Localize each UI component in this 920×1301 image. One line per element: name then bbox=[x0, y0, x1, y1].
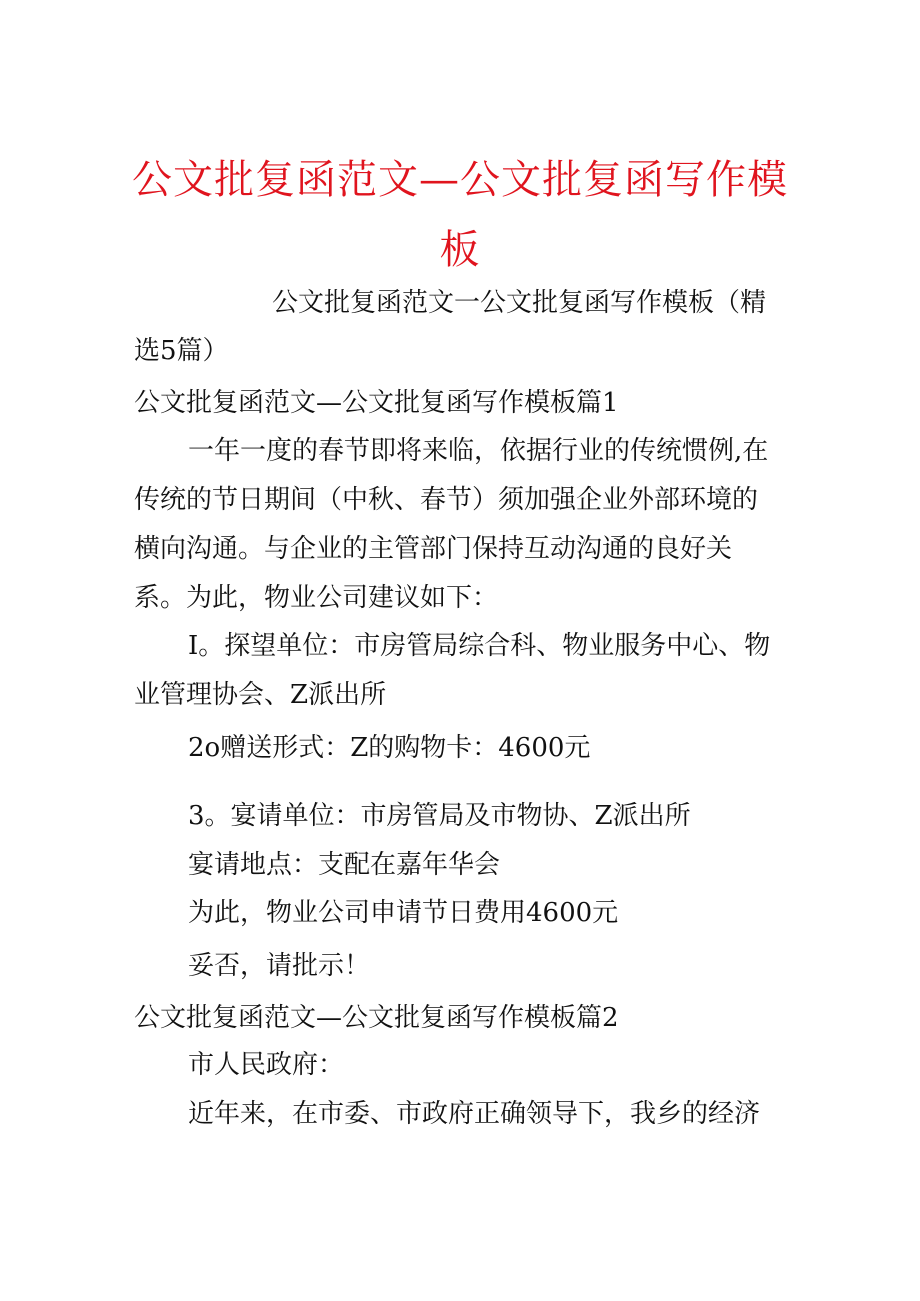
paragraph-line: 一年一度的春节即将来临，依据行业的传统惯例,在 bbox=[188, 436, 769, 466]
list-item-1-line-2: 业管理协会、Z派出所 bbox=[134, 680, 387, 710]
paragraph-line: 横向沟通。与企业的主管部门保持互动沟通的良好关 bbox=[134, 534, 733, 564]
paragraph-line: 为此，物业公司申请节日费用4600元 bbox=[188, 898, 619, 928]
section-heading-2: 公文批复函范文—公文批复函写作模板篇2 bbox=[134, 1003, 619, 1033]
section-heading-1: 公文批复函范文—公文批复函写作模板篇1 bbox=[134, 388, 619, 418]
document-title-line-2: 板 bbox=[439, 227, 481, 273]
document-title-line-1: 公文批复函范文—公文批复函写作模 bbox=[132, 157, 788, 203]
list-item-1-line-1: I。探望单位：市房管局综合科、物业服务中心、物 bbox=[188, 631, 771, 661]
paragraph-line: 传统的节日期间（中秋、春节）须加强企业外部环境的 bbox=[134, 485, 759, 515]
paragraph-line: 系。为此，物业公司建议如下： bbox=[134, 583, 499, 613]
list-item-3: 3。宴请单位：市房管局及市物协、Z派出所 bbox=[188, 801, 691, 831]
paragraph-line: 宴请地点：支配在嘉年华会 bbox=[188, 850, 501, 880]
paragraph-line: 市人民政府： bbox=[188, 1050, 345, 1080]
subtitle-line-2: 选5篇） bbox=[134, 336, 229, 366]
subtitle-line-1: 公文批复函范文一公文批复函写作模板（精 bbox=[272, 288, 767, 318]
paragraph-line: 近年来，在市委、市政府正确领导下，我乡的经济 bbox=[188, 1099, 761, 1129]
paragraph-line: 妥否，请批示！ bbox=[188, 951, 371, 981]
list-item-2: 2o赠送形式：Z的购物卡：4600元 bbox=[188, 733, 591, 763]
